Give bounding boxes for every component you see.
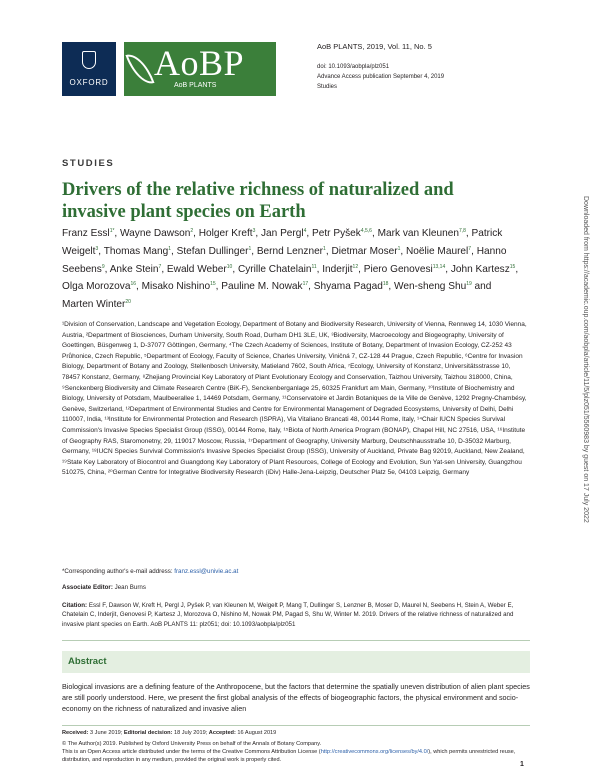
advance-access: Advance Access publication September 4, 2019 (317, 74, 445, 80)
author-name: Thomas Mang (103, 245, 169, 257)
author (167, 264, 232, 275)
license-text-start: This is an Open Access article distributed under the terms of the Creative Commons Attribution License ( (62, 748, 321, 755)
author-name: Pauline M. Nowak (221, 281, 303, 293)
author-affiliation-mark: 13,14 (432, 263, 446, 270)
author-name: Misako Nishino (141, 281, 211, 293)
corresponding-email-link[interactable]: franz.essl@univie.ac.at (174, 568, 239, 575)
author (394, 281, 472, 292)
received-date: 3 June 2019; (88, 730, 124, 736)
download-note (580, 196, 590, 716)
article-title: Drivers of the relative richness of naturalized and invasive plant species on Earth (62, 180, 454, 222)
received-label: Received: (62, 730, 89, 736)
article-section: Studies (317, 84, 338, 90)
author (62, 228, 114, 239)
author-name: Bernd Lenzner (256, 245, 324, 257)
abstract-heading: Abstract (68, 656, 107, 667)
author-name: Piero Genovesi (363, 263, 433, 275)
author-name: Patrick Weigelt (62, 228, 503, 257)
author-separator: , (445, 263, 451, 275)
author-affiliation-mark: 16 (130, 281, 137, 288)
author-name: Franz Essl (62, 228, 110, 239)
accepted-label: Accepted: (208, 730, 236, 736)
license-line (62, 749, 530, 765)
author-separator: , (104, 263, 110, 275)
author-name: Olga Morozova (62, 281, 131, 293)
author-separator: , (215, 281, 222, 293)
author-separator: , (161, 263, 167, 275)
license-text-end: ), which permits unrestricted reuse, distribution, and reproduction in any medium, provided the original work is properly cited. (62, 748, 516, 763)
article-dates (62, 730, 276, 736)
author (199, 228, 256, 239)
author-affiliation-mark: 3 (95, 245, 99, 252)
author-affiliation-mark: 1 (248, 245, 252, 252)
author (62, 281, 136, 292)
associate-editor-name: Jean Burns (112, 584, 146, 591)
author-separator: , (136, 281, 142, 293)
author-name: Noëlie Maurel (406, 245, 469, 257)
author-affiliation-mark: 2 (190, 228, 194, 234)
author-separator: , (465, 228, 472, 239)
author-separator: , (193, 228, 199, 239)
author-affiliation-mark: 4 (303, 228, 307, 234)
author-separator: , (388, 281, 394, 293)
aobp-logo-subtext: AoB PLANTS (174, 82, 217, 89)
license-link[interactable]: http://creativecommons.org/licenses/by/4.0/ (320, 748, 429, 755)
author (238, 264, 317, 275)
author-affiliation-mark: 1 (323, 245, 326, 252)
aobp-logo-text: AoBP (154, 43, 245, 83)
author-separator: , (308, 281, 314, 293)
author-separator: , (358, 263, 364, 275)
editorial-label: Editorial decision: (123, 730, 173, 736)
citation-text: Essl F, Dawson W, Kreft H, Pergl J, Pyšek P, van Kleunen M, Weigelt P, Mang T, Dullinger S, Lenzner B, Moser D, Maurel N, Seebens H, Stein A, Weber E, Chatelain C, Inderjit, Genovesi P, Kartesz J, Morozova O, Nishino M, Nowak PM, Pagad S, Shu W, Winter M. 2019. Drivers of the relative richness of naturalized and invasive plant species on Earth. AoB PLANTS 11: plz051; doi: 10.1093/aobpla/plz051 (62, 602, 514, 628)
editorial-date: 18 July 2019; (172, 730, 209, 736)
author-affiliation-mark: 15 (509, 263, 516, 270)
author (312, 228, 372, 239)
author-affiliation-mark: 9 (101, 263, 105, 270)
divider (62, 640, 530, 641)
author (406, 246, 471, 257)
author-name: Wayne Dawson (120, 228, 191, 239)
accepted-date: 16 August 2019 (235, 730, 277, 736)
author-affiliation-mark: 1* (109, 228, 115, 234)
author-name: Holger Kreft (198, 228, 253, 239)
corresponding-author (62, 568, 238, 575)
download-note-text: Downloaded from https://academic.oup.com/aobpla/article/11/5/plz051/5560983 by guest on 17 July 2022 (582, 196, 589, 523)
author-name: Jan Pergl (260, 228, 304, 239)
author-affiliation-mark: 18 (382, 281, 389, 288)
author (142, 281, 216, 292)
author (110, 264, 162, 275)
oxford-label: OXFORD (69, 78, 109, 87)
author (221, 281, 308, 292)
author-separator: , (400, 245, 407, 257)
author-separator: , (371, 228, 378, 239)
abstract-header-band (62, 651, 530, 673)
author-affiliation-mark: 1 (397, 245, 401, 252)
author-separator: , (306, 228, 313, 239)
author-affiliation-mark: 12 (352, 263, 359, 270)
author-name: Marten Winter (62, 299, 126, 311)
author-separator: , (171, 245, 177, 257)
author-affiliation-mark: 19 (466, 281, 472, 288)
author-separator: and (471, 281, 492, 293)
author-name: Anke Stein (109, 263, 159, 275)
author-name: Inderjit (322, 263, 353, 275)
author (257, 246, 326, 257)
abstract-body: Biological invasions are a defining feature of the Anthropocene, but the factors that determine the spatially uneven distribution of alien plant species are still poorly understood. Here, we present the first global analysis of the effects of biogeographic factors, the physical environment and socio-economy on the richness of naturalized and invasive alien (62, 682, 530, 713)
author-separator: , (114, 228, 121, 239)
author-name: Ewald Weber (166, 263, 227, 275)
author-affiliation-mark: 10 (226, 263, 233, 270)
author (331, 246, 400, 257)
copyright-line: © The Author(s) 2019. Published by Oxford University Press on behalf of the Annals of Botany Company. (62, 741, 322, 747)
author (451, 264, 515, 275)
author-name: Dietmar Moser (331, 245, 398, 257)
author-separator: , (232, 263, 238, 275)
doi[interactable]: doi: 10.1093/aobpla/plz051 (317, 64, 390, 70)
author-separator: , (515, 263, 519, 275)
author-name: John Kartesz (450, 263, 510, 275)
author-separator: , (251, 245, 257, 257)
author (261, 228, 306, 239)
associate-editor (62, 584, 146, 591)
section-label: STUDIES (62, 158, 115, 169)
author-name: Petr Pyšek (312, 228, 361, 239)
author-affiliation-mark: 7 (158, 263, 162, 270)
author-name: Hanno Seebens (62, 245, 507, 275)
author-affiliation-mark: 11 (311, 263, 317, 270)
author (322, 264, 358, 275)
author-list (62, 224, 522, 313)
author (104, 246, 171, 257)
author-affiliation-mark: 7 (468, 245, 472, 252)
author (314, 281, 389, 292)
author (364, 264, 446, 275)
author-affiliation-mark: 1 (168, 245, 171, 252)
author-affiliation-mark: 3 (252, 228, 256, 234)
author-separator: , (325, 245, 332, 257)
author-affiliation-mark: 17 (302, 281, 309, 288)
author-name: Shyama Pagad (313, 281, 383, 293)
author-separator: , (98, 245, 104, 257)
author (120, 228, 193, 239)
author-affiliation-mark: 7,8 (458, 228, 466, 234)
page-number: 1 (520, 761, 524, 768)
author-name: Cyrille Chatelain (237, 263, 312, 275)
journal-line: AoB PLANTS, 2019, Vol. 11, No. 5 (317, 42, 432, 51)
author-affiliation-mark: 4,5,6 (360, 228, 372, 234)
corresponding-label: *Corresponding author's e-mail address: (62, 568, 175, 575)
author-name: Mark van Kleunen (377, 228, 459, 239)
divider (62, 725, 530, 726)
author-affiliation-mark: 20 (125, 299, 131, 306)
associate-editor-label: Associate Editor: (62, 584, 113, 591)
citation (62, 601, 530, 629)
author-separator: , (471, 245, 477, 257)
aobp-logo (124, 42, 276, 96)
author (62, 299, 131, 310)
author-separator: , (316, 263, 323, 275)
author-name: Stefan Dullinger (176, 245, 249, 257)
citation-label: Citation: (62, 602, 88, 609)
copyright-notice (62, 741, 530, 764)
leaf-icon (125, 49, 154, 89)
author (378, 228, 466, 239)
affiliations: ¹Division of Conservation, Landscape and Vegetation Ecology, Department of Botany and Biodiversity Research, University of Vienna, Rennweg 14, 1030 Vienna, Austria, ²Department of Biosciences, Durham University, South Road, Durham DH1 3LE, UK, ³Biodiversity, Macroecology and Biogeography, University of Goettingen, Büsgenweg 1, D-37077 Göttingen, Germany, ⁴The Czech Academy of Sciences, Institute of Botany, Department of Invasion Ecology, CZ-252 43 Průhonice, Czech Republic, ⁵Department of Ecology, Faculty of Science, Charles University, Viničná 7, CZ-128 44 Prague, Czech Republic, ⁶Centre for Invasion Biology, Department of Botany and Zoology, Stellenbosch University, Matieland 7602, South Africa, ⁷Ecology, University of Konstanz, Universitätsstrasse 10, 78457 Konstanz, Germany, ⁸Zhejiang Provincial Key Laboratory of Plant Evolutionary Ecology and Conservation, Taizhou University, Taizhou 318000, China, ⁹Senckenberg Biodiversity and Climate Research Centre (BiK-F), Senckenberganlage 25, 60325 Frankfurt am Main, Germany, ¹⁰Institute of Biochemistry and Biology, University of Potsdam, Maulbeerallee 1, 14469 Potsdam, Germany, ¹¹Conservatoire et Jardin Botaniques de la Ville de Genève, 1292 Pregny-Chambésy, Genève, Switzerland, ¹²Department of Environmental Studies and Centre for Environmental Management of Degraded Ecosystems, University of Delhi, Delhi 110007, India, ¹³Institute for Environmental Protection and Research (ISPRA), Via Vitaliano Brancati 48, 00144 Rome, Italy, ¹⁴Chair IUCN Species Survival Commission's Invasive Species Specialist Group (ISSG), 00144 Rome, Italy, ¹⁵Biota of North America Program (BONAP), Chapel Hill, NC 27516, USA, ¹⁶Institute of Geography RAS, Staromonetny, 29, 119017 Moscow, Russia, ¹⁷Department of Geography, University Marburg, Deutschhausstraße 10, D-35032 Marburg, Germany, ¹⁸IUCN Species Survival Commission's Invasive Species Specialist Group (ISSG), University of Auckland, Private Bag 92019, Auckland, New Zealand, ¹⁹State Key Laboratory of Biocontrol and Guangdong Key Laboratory of Plant Resources, College of Ecology and Evolution, Sun Yat-sen University, Guangzhou 510275, China, ²⁰German Centre for Integrative Biodiversity Research (iDiv) Halle-Jena-Leipzig, Deutscher Platz 5e, 04103 Leipzig, Germany (62, 321, 527, 477)
author-name: Wen-sheng Shu (393, 281, 467, 293)
oxford-crest-icon (82, 51, 96, 69)
author (177, 246, 252, 257)
author-affiliation-mark: 15 (210, 281, 216, 288)
author-separator: , (255, 228, 261, 239)
oxford-logo (62, 42, 116, 96)
